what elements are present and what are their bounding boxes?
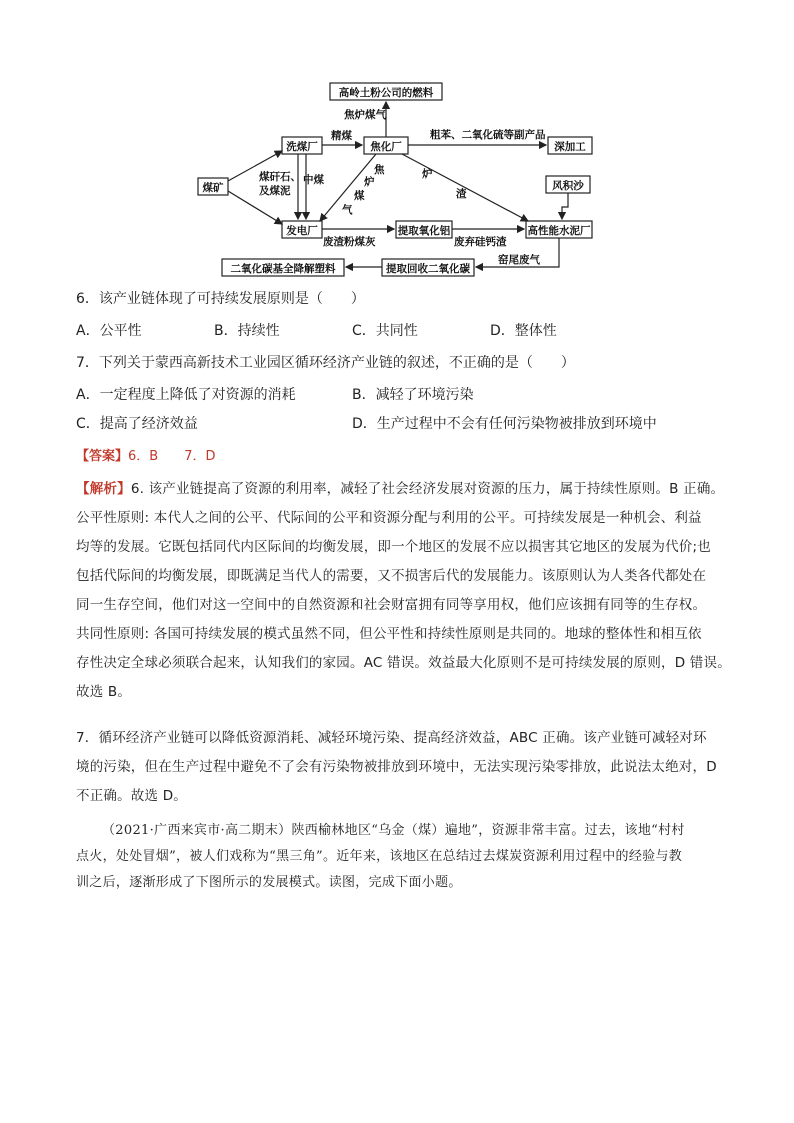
intro-line-0: （2021·广西来宾市·高二期末）陕西榆林地区“乌金（煤）遍地”，资源非常丰富。过去，该地“村村: [102, 823, 685, 838]
arrow-fengjisha-shuini: [562, 193, 568, 219]
analysis-q6-line-6: 存性决定全球必须联合起来，认知我们的家园。AC 错误。效益最大化原则不是可持续发展的原则，D 错误。: [76, 655, 731, 671]
label-zha: 渣: [456, 188, 467, 200]
q7-option-c: C．提高了经济效益: [76, 416, 198, 432]
q6-option-c: C．共同性: [352, 323, 418, 339]
analysis-q6-line-5: 共同性原则: 各国可持续发展的模式虽然不同，但公平性和持续性原则是共同的。地球的整体性和相互依: [76, 626, 702, 642]
label-jingmei: 精煤: [331, 130, 352, 142]
node-co2-plastic: 二氧化碳基全降解塑料: [230, 263, 336, 275]
node-tiqu-yanghualv: 提取氧化铝: [397, 225, 451, 237]
next-question-intro: [76, 818, 736, 896]
analysis-q6-line-3: 包括代际间的均衡发展，即既满足当代人的需要，又不损害后代的发展能力。该原则认为人类各代都处在: [76, 568, 707, 584]
industrial-chain-diagram: [190, 75, 610, 280]
q7-option-a: A．一定程度上降低了对资源的消耗: [76, 387, 296, 403]
q6-option-a: A．公平性: [76, 323, 142, 339]
label-lu2: 炉: [422, 168, 433, 180]
node-xime: 洗煤厂: [286, 141, 318, 153]
label-meiganshi: 煤矸石、: [259, 171, 301, 183]
analysis-label: 【解析】: [76, 481, 131, 497]
answer-label: 【答案】: [76, 449, 129, 464]
label-lu: 炉: [364, 176, 375, 188]
node-fadian: 发电厂: [286, 225, 318, 237]
intro-line-2: 训之后，逐渐形成了下图所示的发展模式。读图，完成下面小题。: [76, 875, 462, 890]
answer-line: [76, 446, 216, 468]
node-tiqu-co2: 提取回收二氧化碳: [386, 263, 470, 275]
analysis-q6-line-2: 均等的发展。它既包括同代内区际间的均衡发展，即一个地区的发展不应以损害其它地区的发展为代价;也: [76, 539, 711, 555]
analysis-q7-line-1: 境的污染，但在生产过程中避免不了会有污染物被排放到环境中，无法实现污染零排放，此说法太绝对，D: [76, 759, 717, 775]
analysis-q6-line-1: 公平性原则: 本代人之间的公平、代际间的公平和资源分配与利用的公平。可持续发展是一种机会、利益: [76, 510, 702, 526]
label-jimeini: 及煤泥: [259, 185, 291, 197]
node-gaoling: 高岭土粉公司的燃料: [338, 87, 434, 99]
analysis-line-0: [76, 475, 736, 504]
q7-option-b: B．减轻了环境污染: [352, 387, 474, 403]
node-fengjisha: 风积沙: [552, 180, 584, 192]
q6-option-b: B．持续性: [214, 323, 280, 339]
label-feizha: 废渣粉煤灰: [323, 236, 376, 248]
analysis-q7: [76, 724, 736, 811]
label-zhongmei: 中煤: [303, 174, 324, 186]
analysis-q6-line-4: 同一生存空间，他们对这一空间中的自然资源和社会财富拥有同等享用权，他们应该拥有同等的生存权。: [76, 597, 707, 613]
node-gaoxingneng: 高性能水泥厂: [527, 225, 591, 237]
label-cuben: 粗苯、二氧化硫等副产品: [430, 129, 546, 141]
label-jiaolu-meiqi: 焦炉煤气: [344, 109, 386, 121]
q7-stem: 7．下列关于蒙西高新技术工业园区循环经济产业链的叙述，不正确的是（ ）: [76, 355, 575, 371]
label-feiqi-gui: 废弃硅钙渣: [454, 236, 507, 248]
q6-option-d: D．整体性: [490, 323, 557, 339]
intro-line-1: 点火，处处冒烟”，被人们戏称为“黑三角”。近年来，该地区在总结过去煤炭资源利用过程中的经验与教: [76, 849, 683, 864]
analysis-q6-line-0: 6. 该产业链提高了资源的利用率，减轻了社会经济发展对资源的压力，属于持续性原则。B 正确。: [130, 481, 725, 497]
analysis-q6: [76, 475, 736, 707]
node-shenjiagong: 深加工: [554, 141, 586, 153]
label-jiao: 焦: [374, 164, 385, 176]
label-mei: 煤: [354, 190, 365, 202]
analysis-q6-line-7: 故选 B。: [76, 684, 132, 700]
label-yaowei: 窑尾废气: [498, 254, 540, 266]
answer-value: 6．B 7．D: [128, 449, 216, 464]
label-qi: 气: [342, 204, 353, 216]
q6-stem: 6．该产业链体现了可持续发展原则是（ ）: [76, 291, 365, 307]
node-jiaohua: 焦化厂: [370, 141, 402, 153]
analysis-q7-line-0: 7．循环经济产业链可以降低资源消耗、减轻环境污染、提高经济效益，ABC 正确。该产业链可减轻对环: [76, 730, 707, 746]
node-meikuang: 煤矿: [202, 182, 224, 194]
diagram-svg: [190, 75, 610, 280]
q7-option-d: D．生产过程中不会有任何污染物被排放到环境中: [352, 416, 657, 432]
analysis-q7-line-2: 不正确。故选 D。: [76, 788, 187, 804]
